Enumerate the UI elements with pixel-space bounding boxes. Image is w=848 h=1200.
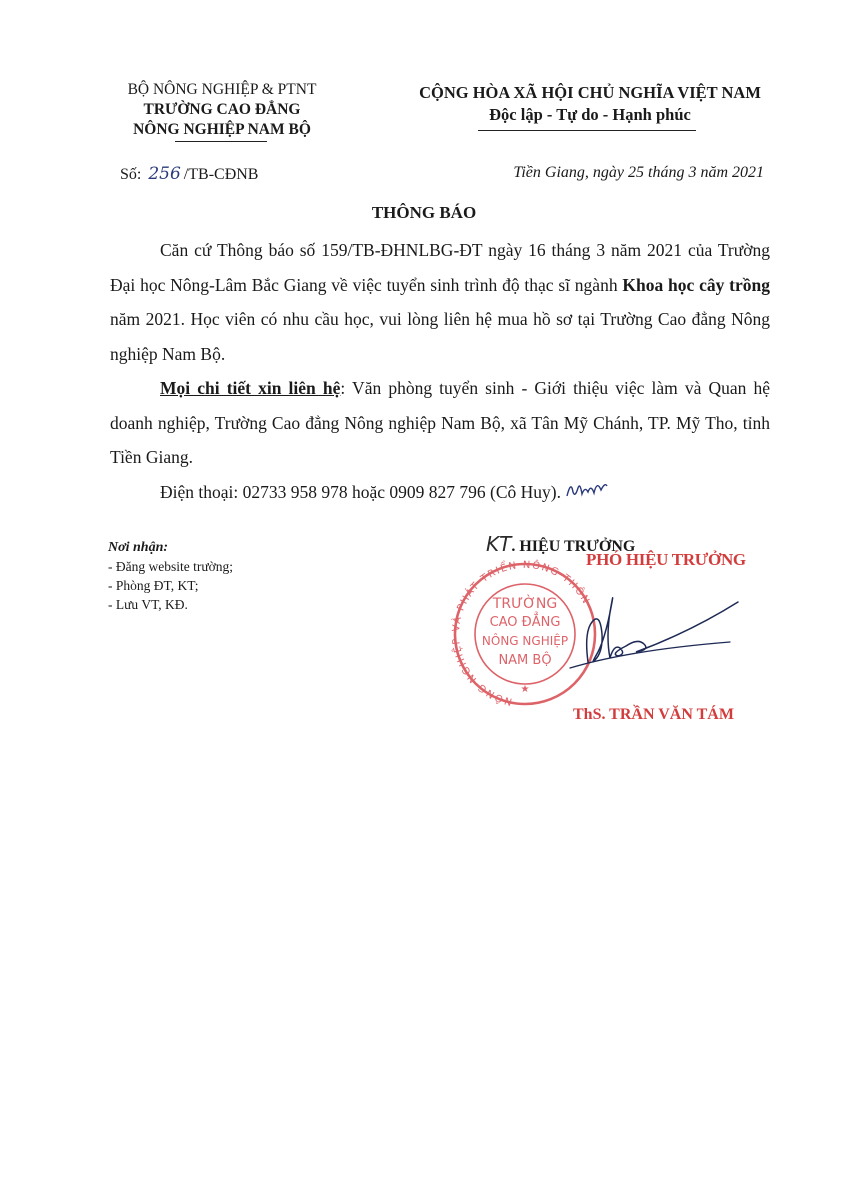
organization-block	[92, 80, 352, 140]
stamp-line3: NÔNG NGHIỆP	[481, 634, 569, 648]
motto-underline	[478, 130, 696, 131]
number-suffix: /TB-CĐNB	[183, 166, 259, 183]
paragraph-1	[110, 233, 770, 371]
document-title: THÔNG BÁO	[371, 203, 477, 222]
contact-text: : Văn phòng tuyển sinh - Giới thiệu việc làm và Quan hệ doanh nghiệp, Trường Cao đẳng Nông nghiệp Nam Bộ, xã Tân Mỹ Chánh, TP. Mỹ Tho, tỉnh Tiền Giang.	[110, 378, 770, 467]
stamp-star-icon: ★	[520, 684, 530, 695]
signer-name: ThS. TRẦN VĂN TÁM	[573, 706, 734, 723]
ministry-name: BỘ NÔNG NGHIỆP & PTNT	[127, 81, 317, 98]
number-label: Số:	[120, 166, 142, 183]
p1-bold: Khoa học cây trồng	[622, 274, 770, 295]
paragraph-2	[110, 371, 770, 475]
stamp-line1: TRƯỜNG	[492, 596, 558, 612]
document-number	[120, 164, 258, 184]
paragraph-3	[110, 475, 770, 510]
school-name-line2: NÔNG NGHIỆP NAM BỘ	[133, 121, 311, 138]
org-underline	[175, 141, 267, 142]
school-name-line1: TRƯỜNG CAO ĐẲNG	[143, 101, 301, 118]
nation-block	[405, 82, 775, 126]
stamp-line2: CAO ĐẲNG	[489, 615, 561, 630]
phone-text: Điện thoại: 02733 958 978 hoặc 0909 827 796 (Cô Huy).	[160, 481, 561, 502]
stamp-ring-text: NÔNG NGHIỆP VÀ PHÁT TRIỂN NÔNG THÔN	[451, 559, 592, 707]
nation-name: CỘNG HÒA XÃ HỘI CHỦ NGHĨA VIỆT NAM	[419, 83, 761, 102]
p1-text-a: Căn cứ Thông báo số 159/TB-ĐHNLBG-ĐT ngày 16 tháng 3 năm 2021 của Trường Đại học Nông-Lâm Bắc Giang về việc tuyển sinh trình độ thạc sĩ ngành	[110, 240, 770, 295]
recipients-block	[108, 538, 233, 614]
document-body	[110, 233, 770, 509]
kt-handwritten: KT	[486, 532, 512, 556]
handwritten-number: 256	[148, 164, 181, 184]
p1-text-b: năm 2021. Học viên có nhu cầu học, vui lòng liên hệ mua hồ sơ tại Trường Cao đẳng Nông nghiệp Nam Bộ.	[110, 309, 770, 364]
motto: Độc lập - Tự do - Hạnh phúc	[489, 105, 691, 124]
handwritten-signature	[540, 582, 745, 682]
recipient-item: - Lưu VT, KĐ.	[108, 597, 188, 612]
recipient-item: - Phòng ĐT, KT;	[108, 578, 199, 593]
principal-title: . HIỆU TRƯỞNG	[511, 538, 636, 555]
recipients-heading: Nơi nhận:	[108, 540, 169, 555]
vice-principal-title: PHÓ HIỆU TRƯỞNG	[586, 550, 746, 569]
contact-label: Mọi chi tiết xin liên hệ	[160, 378, 341, 398]
place-date: Tiền Giang, ngày 25 tháng 3 năm 2021	[513, 164, 764, 181]
stamp-line4: NAM BỘ	[498, 653, 552, 668]
recipient-item: - Đăng website trường;	[108, 559, 234, 574]
initials-scribble-icon	[563, 478, 611, 504]
